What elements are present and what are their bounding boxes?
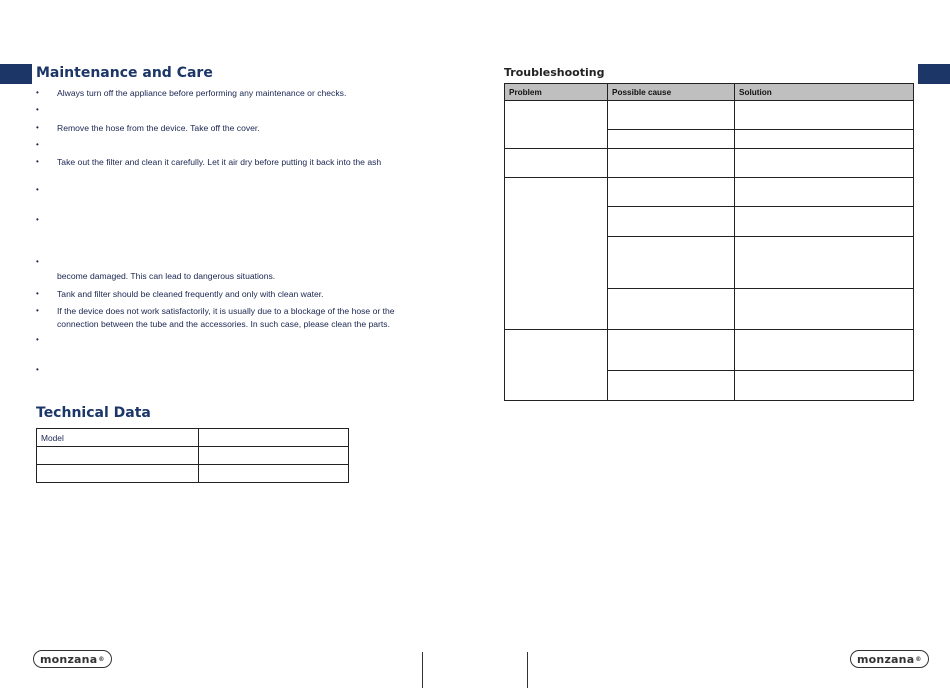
bullet-icon: • [36,257,39,266]
column-header-problem: Problem [505,84,608,101]
bullet-text: Always turn off the appliance before performing any maintenance or checks. [57,88,347,98]
page-divider-right [527,652,528,688]
cause-cell [608,101,735,130]
table-cell [37,465,199,483]
cause-cell [608,330,735,371]
bullet-text: If the device does not work satisfactorily, it is usually due to a blockage of the hose or the [57,306,395,316]
solution-cell [735,149,914,178]
maintenance-heading: Maintenance and Care [36,65,213,81]
problem-cell [505,178,608,330]
registered-mark: ® [98,655,105,663]
table-row [37,429,349,447]
bullet-continuation: become damaged. This can lead to dangerous situations. [57,271,276,281]
solution-cell [735,371,914,401]
bullet-continuation: connection between the tube and the accessories. In such case, please clean the parts. [57,319,390,329]
bullet-icon: • [36,335,39,344]
technical-data-heading: Technical Data [36,405,151,421]
table-row [505,178,914,207]
column-header-cause: Possible cause [608,84,735,101]
bullet-icon: • [36,105,39,114]
table-row [505,149,914,178]
column-header-solution: Solution [735,84,914,101]
bullet-text: Remove the hose from the device. Take off the cover. [57,123,260,133]
table-cell [199,447,349,465]
brand-logo-left [33,650,112,668]
solution-cell [735,330,914,371]
table-row [505,101,914,130]
bullet-icon: • [36,123,39,132]
cause-cell [608,371,735,401]
table-cell: Model [37,429,199,447]
solution-cell [735,237,914,289]
bullet-icon: • [36,157,39,166]
table-row [37,465,349,483]
bullet-icon: • [36,88,39,97]
bullet-icon: • [36,140,39,149]
solution-cell [735,289,914,330]
bullet-text: Take out the filter and clean it carefully. Let it air dry before putting it back into the ash [57,157,382,167]
solution-cell [735,130,914,149]
cause-cell [608,149,735,178]
cause-cell [608,207,735,237]
bullet-icon: • [36,185,39,194]
table-header-row [505,84,914,101]
problem-cell [505,149,608,178]
bullet-text: Tank and filter should be cleaned frequently and only with clean water. [57,289,324,299]
table-cell [37,447,199,465]
troubleshooting-heading: Troubleshooting [504,66,605,79]
brand-logo-right [850,650,929,668]
technical-data-table [36,428,349,483]
page-tab-right [918,64,950,84]
brand-logo-text: monzana [857,652,915,666]
brand-logo-text: monzana [40,652,98,666]
cause-cell [608,178,735,207]
problem-cell [505,330,608,401]
table-row [505,330,914,371]
solution-cell [735,207,914,237]
solution-cell [735,178,914,207]
table-cell [199,465,349,483]
table-cell [199,429,349,447]
cause-cell [608,289,735,330]
page-divider-left [422,652,423,688]
bullet-icon: • [36,289,39,298]
problem-cell [505,101,608,149]
bullet-icon: • [36,365,39,374]
solution-cell [735,101,914,130]
troubleshooting-table [504,83,914,401]
table-row [37,447,349,465]
page-tab-left [0,64,32,84]
cause-cell [608,237,735,289]
bullet-icon: • [36,306,39,315]
bullet-icon: • [36,215,39,224]
registered-mark: ® [915,655,922,663]
cause-cell [608,130,735,149]
